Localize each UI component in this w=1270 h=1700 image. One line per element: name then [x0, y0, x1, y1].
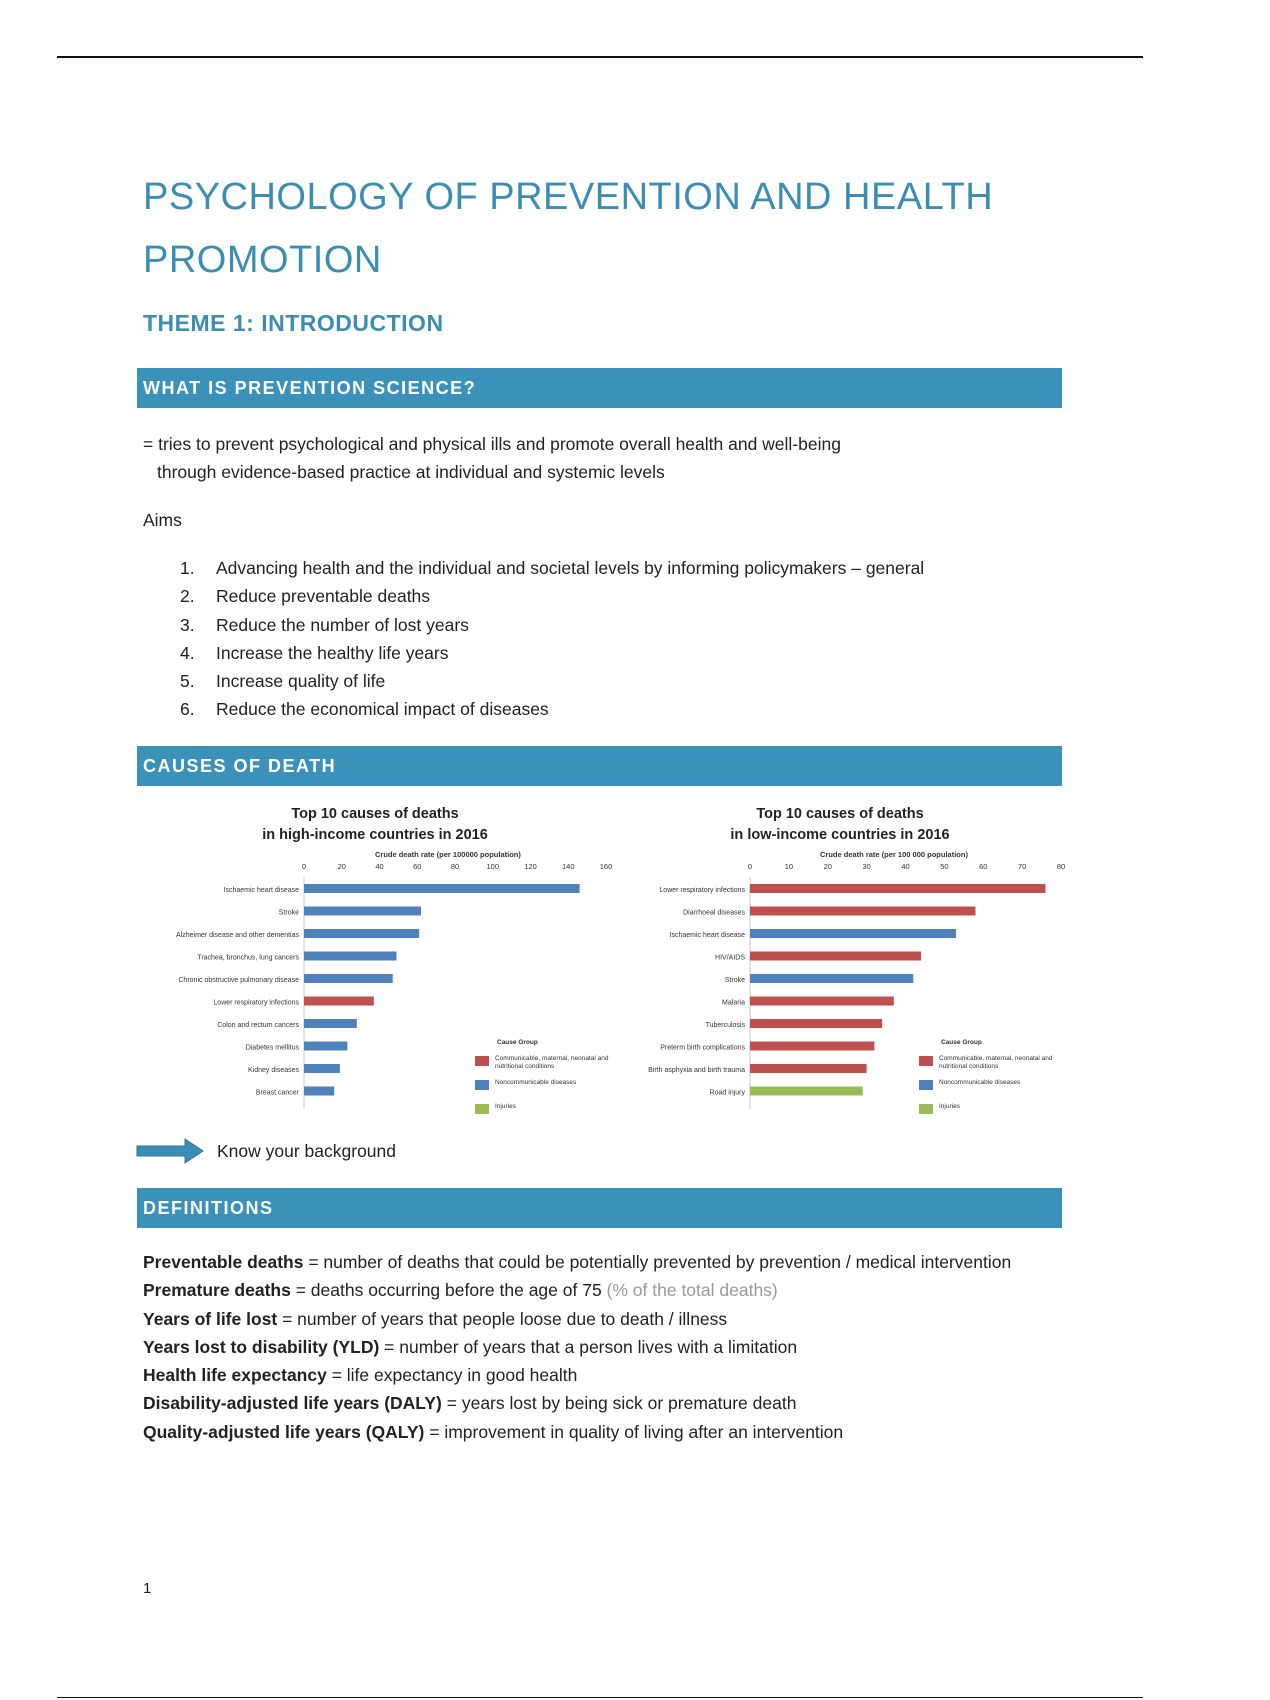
aim-text: Reduce the number of lost years: [216, 614, 469, 635]
legend-label-text: Injuries: [939, 1103, 960, 1110]
category-label: Road injury: [709, 1089, 745, 1097]
category-label: Breast cancer: [255, 1089, 299, 1097]
prevention-definition: [143, 430, 841, 486]
category-label: Stroke: [278, 909, 299, 917]
category-label: Kidney diseases: [248, 1067, 299, 1074]
definition-text: = number of years that a person lives with a limitation: [379, 1336, 798, 1357]
aim-text: Reduce preventable deaths: [216, 586, 431, 607]
chart-low-income: [615, 800, 1065, 1120]
category-label: HIV/AIDS: [715, 954, 745, 962]
background-note: [137, 1138, 396, 1164]
definition-term: Years lost to disability (YLD): [143, 1336, 380, 1357]
bar: [304, 1064, 340, 1073]
category-label: Alzheimer disease and other dementias: [176, 932, 299, 939]
chart-title-line1: Top 10 causes of deaths: [291, 806, 459, 822]
legend-label-text: Injuries: [495, 1103, 516, 1110]
bar: [304, 1019, 357, 1028]
legend-label-text: Noncommunicable diseases: [939, 1079, 1021, 1086]
category-label: Diabetes mellitus: [245, 1044, 299, 1052]
category-label: Lower respiratory infections: [213, 999, 299, 1007]
legend-label: [495, 1103, 610, 1127]
chart-title-line1: Top 10 causes of deaths: [756, 806, 924, 822]
chart-title-line2: in low-income countries in 2016: [730, 827, 950, 843]
legend-label: [495, 1055, 610, 1079]
chart-svg: [140, 800, 613, 1120]
category-label: Ischaemic heart disease: [669, 932, 745, 939]
definition-text: = improvement in quality of living after an intervention: [424, 1421, 844, 1442]
category-label: Birth asphyxia and birth trauma: [648, 1067, 745, 1074]
tick-label: 140: [561, 862, 575, 871]
tick-label: 20: [337, 862, 346, 871]
definition-text: = years lost by being sick or premature death: [441, 1393, 797, 1414]
legend-swatch: [475, 1104, 489, 1114]
tick-label: 80: [1056, 862, 1066, 871]
legend-label-text: Communicable, maternal, neonatal and nutritional conditions: [495, 1055, 609, 1070]
definition-item: [143, 1276, 1011, 1304]
definition-term: Years of life lost: [143, 1308, 278, 1329]
tick-label: 100: [486, 862, 500, 871]
tick-label: 40: [375, 862, 384, 871]
legend-label: [939, 1055, 1054, 1079]
tick-label: 20: [823, 862, 832, 871]
tick-label: 60: [413, 862, 422, 871]
aims-label: Aims: [143, 510, 182, 530]
aim-number: 1.: [180, 558, 195, 578]
category-label: Ischaemic heart disease: [223, 887, 299, 894]
category-label: Tuberculosis: [705, 1022, 745, 1029]
bar: [304, 1087, 334, 1096]
bar: [750, 1064, 867, 1073]
prevention-definition-line1: = tries to prevent psychological and physical ills and promote overall health and well-being: [143, 434, 841, 454]
aim-number: 4.: [180, 642, 195, 663]
aim-item: [180, 554, 924, 582]
aim-number: 5.: [180, 671, 195, 692]
bar: [304, 952, 396, 961]
bottom-rule: [57, 1697, 1143, 1698]
aim-number: 6.: [180, 699, 195, 720]
bar: [750, 929, 956, 938]
legend-label: [939, 1103, 1054, 1127]
definitions-list: [143, 1248, 1011, 1446]
definition-note: (% of the total deaths): [606, 1280, 778, 1301]
legend-swatch: [475, 1080, 489, 1090]
section-heading-causes: CAUSES OF DEATH: [137, 746, 1062, 786]
aim-item: [180, 667, 924, 695]
category-label: Stroke: [724, 977, 745, 984]
category-label: Chronic obstructive pulmonary disease: [178, 977, 299, 984]
x-axis-label: Crude death rate (per 100 000 population): [820, 850, 968, 859]
theme-heading: THEME 1: INTRODUCTION: [143, 310, 444, 336]
category-label: Malaria: [722, 999, 745, 1007]
aim-item: [180, 582, 924, 610]
definition-term: Premature deaths: [143, 1280, 291, 1301]
bar: [304, 1042, 347, 1051]
tick-label: 10: [784, 862, 794, 871]
aim-text: Increase the healthy life years: [216, 642, 449, 663]
tick-label: 120: [524, 862, 537, 871]
bar: [304, 907, 421, 916]
bar: [750, 952, 921, 961]
tick-label: 40: [901, 862, 910, 871]
definition-item: [143, 1361, 1011, 1389]
legend-label: [939, 1079, 1054, 1103]
category-label: Colon and rectum cancers: [217, 1022, 299, 1029]
definition-text: = deaths occurring before the age of 75: [290, 1280, 607, 1301]
legend-swatch: [475, 1056, 489, 1066]
bar: [304, 974, 393, 983]
legend-title: Cause Group: [941, 1039, 982, 1046]
top-rule: [57, 56, 1143, 58]
tick-label: 70: [1017, 862, 1027, 871]
background-note-text: Know your background: [217, 1140, 396, 1161]
legend-title: Cause Group: [497, 1039, 538, 1046]
aims-list: [180, 554, 924, 724]
aim-text: Reduce the economical impact of diseases: [216, 699, 549, 720]
bar: [750, 907, 975, 916]
section-heading-prevention: WHAT IS PREVENTION SCIENCE?: [137, 368, 1062, 408]
legend-label-text: Communicable, maternal, neonatal and nutritional conditions: [939, 1055, 1053, 1070]
legend-label-text: Noncommunicable diseases: [495, 1079, 577, 1086]
bar: [750, 1019, 882, 1028]
tick-label: 60: [979, 862, 988, 871]
definition-text: = life expectancy in good health: [326, 1365, 578, 1386]
chart-svg: [615, 800, 1065, 1120]
bar: [304, 997, 374, 1006]
aim-number: 2.: [180, 586, 195, 607]
legend-swatch: [919, 1104, 933, 1114]
definition-text: = number of years that people loose due to death / illness: [277, 1308, 728, 1329]
definition-text: = number of deaths that could be potentially prevented by prevention / medical intervention: [303, 1252, 1012, 1272]
aim-text: Advancing health and the individual and societal levels by informing policymakers – general: [216, 558, 925, 578]
definition-term: Quality-adjusted life years (QALY): [143, 1421, 425, 1442]
tick-label: 0: [747, 862, 753, 871]
chart-title-line2: in high-income countries in 2016: [262, 827, 488, 843]
chart-high-income: [140, 800, 613, 1120]
definition-term: Preventable deaths: [143, 1252, 304, 1272]
category-label: Trachea, bronchus, lung cancers: [197, 954, 299, 962]
category-label: Preterm birth complications: [660, 1044, 745, 1052]
category-label: Diarrhoeal diseases: [683, 909, 745, 917]
definition-item: [143, 1333, 1011, 1361]
tick-label: 80: [450, 862, 460, 871]
tick-label: 50: [940, 862, 949, 871]
bar: [750, 974, 913, 983]
definition-item: [143, 1248, 1011, 1276]
bar: [304, 884, 580, 893]
definition-term: Health life expectancy: [143, 1365, 327, 1386]
aim-item: [180, 639, 924, 667]
legend-swatch: [919, 1056, 933, 1066]
category-label: Lower respiratory infections: [659, 887, 745, 894]
aim-number: 3.: [180, 614, 195, 635]
prevention-definition-line2: through evidence-based practice at individual and systemic levels: [157, 462, 665, 482]
tick-label: 160: [599, 862, 613, 871]
arrow-right-icon: [137, 1138, 205, 1164]
bar: [750, 997, 894, 1006]
aim-item: [180, 611, 924, 639]
aim-item: [180, 695, 924, 723]
legend-swatch: [919, 1080, 933, 1090]
definition-term: Disability-adjusted life years (DALY): [143, 1393, 442, 1414]
page-number: 1: [143, 1580, 152, 1597]
x-axis-label: Crude death rate (per 100000 population): [375, 850, 521, 859]
tick-label: 30: [862, 862, 871, 871]
bar: [750, 1087, 863, 1096]
tick-label: 0: [301, 862, 307, 871]
definition-item: [143, 1418, 1011, 1446]
page-title: PSYCHOLOGY OF PREVENTION AND HEALTH PROMOTION: [143, 176, 994, 281]
definition-item: [143, 1305, 1011, 1333]
aim-text: Increase quality of life: [216, 671, 386, 692]
bar: [750, 884, 1045, 893]
definition-item: [143, 1389, 1011, 1417]
bar: [750, 1042, 874, 1051]
bar: [304, 929, 419, 938]
section-heading-definitions: DEFINITIONS: [137, 1188, 1062, 1228]
legend-label: [495, 1079, 610, 1103]
